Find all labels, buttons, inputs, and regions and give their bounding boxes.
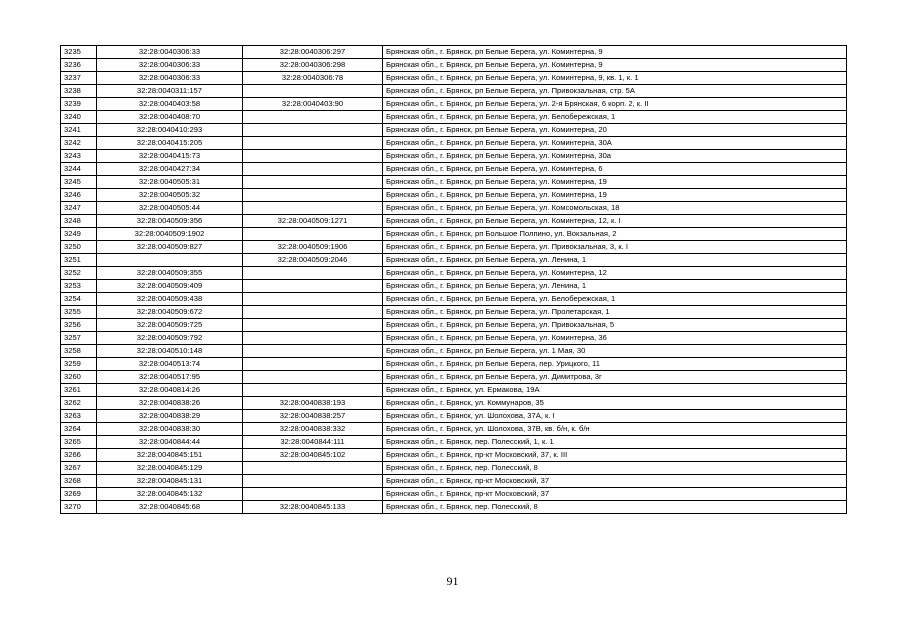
row-number-cell: 3254 (61, 293, 97, 306)
table-row (61, 371, 847, 384)
table-row (61, 267, 847, 280)
table-row (61, 436, 847, 449)
building-cadastral-number-cell (243, 124, 383, 137)
building-cadastral-number-cell: 32:28:0040306:298 (243, 59, 383, 72)
building-cadastral-number-cell: 32:28:0040844:111 (243, 436, 383, 449)
building-cadastral-number-cell (243, 332, 383, 345)
building-cadastral-number-cell: 32:28:0040509:2046 (243, 254, 383, 267)
address-cell: Брянская обл., г. Брянск, рп Белые Берега, ул. Белобережская, 1 (383, 293, 847, 306)
address-cell: Брянская обл., г. Брянск, рп Белые Берега, ул. Коминтерна, 30А (383, 137, 847, 150)
table-row (61, 98, 847, 111)
land-cadastral-number-cell: 32:28:0040306:33 (97, 59, 243, 72)
address-cell: Брянская обл., г. Брянск, пр-кт Московский, 37, к. III (383, 449, 847, 462)
land-cadastral-number-cell: 32:28:0040509:792 (97, 332, 243, 345)
table-row (61, 215, 847, 228)
land-cadastral-number-cell: 32:28:0040838:26 (97, 397, 243, 410)
row-number-cell: 3240 (61, 111, 97, 124)
building-cadastral-number-cell: 32:28:0040845:102 (243, 449, 383, 462)
table-row (61, 241, 847, 254)
building-cadastral-number-cell (243, 488, 383, 501)
row-number-cell: 3265 (61, 436, 97, 449)
address-cell: Брянская обл., г. Брянск, рп Белые Берега, ул. Коминтерна, 9 (383, 46, 847, 59)
land-cadastral-number-cell: 32:28:0040505:32 (97, 189, 243, 202)
building-cadastral-number-cell (243, 306, 383, 319)
land-cadastral-number-cell: 32:28:0040415:205 (97, 137, 243, 150)
address-cell: Брянская обл., г. Брянск, рп Белые Берега, ул. Коминтерна, 12, к. I (383, 215, 847, 228)
land-cadastral-number-cell: 32:28:0040311:157 (97, 85, 243, 98)
row-number-cell: 3255 (61, 306, 97, 319)
address-cell: Брянская обл., г. Брянск, рп Белые Берега, ул. Димитрова, 3г (383, 371, 847, 384)
table-row (61, 228, 847, 241)
row-number-cell: 3248 (61, 215, 97, 228)
row-number-cell: 3256 (61, 319, 97, 332)
row-number-cell: 3263 (61, 410, 97, 423)
row-number-cell: 3258 (61, 345, 97, 358)
table-row (61, 488, 847, 501)
building-cadastral-number-cell: 32:28:0040845:133 (243, 501, 383, 514)
land-cadastral-number-cell (97, 254, 243, 267)
table-row (61, 111, 847, 124)
address-cell: Брянская обл., г. Брянск, рп Белые Берега, ул. Коминтерна, 9, кв. 1, к. 1 (383, 72, 847, 85)
row-number-cell: 3252 (61, 267, 97, 280)
address-cell: Брянская обл., г. Брянск, рп Белые Берега, ул. Коминтерна, 9 (383, 59, 847, 72)
row-number-cell: 3267 (61, 462, 97, 475)
land-cadastral-number-cell: 32:28:0040814:26 (97, 384, 243, 397)
row-number-cell: 3239 (61, 98, 97, 111)
row-number-cell: 3257 (61, 332, 97, 345)
address-cell: Брянская обл., г. Брянск, рп Белые Берега, ул. Белобережская, 1 (383, 111, 847, 124)
row-number-cell: 3238 (61, 85, 97, 98)
land-cadastral-number-cell: 32:28:0040838:30 (97, 423, 243, 436)
building-cadastral-number-cell: 32:28:0040306:297 (243, 46, 383, 59)
table-row (61, 475, 847, 488)
building-cadastral-number-cell: 32:28:0040838:257 (243, 410, 383, 423)
table-row (61, 202, 847, 215)
address-cell: Брянская обл., г. Брянск, рп Белые Берега, ул. Ленина, 1 (383, 254, 847, 267)
table-row (61, 358, 847, 371)
property-registry-table (60, 45, 847, 514)
land-cadastral-number-cell: 32:28:0040505:31 (97, 176, 243, 189)
table-row (61, 345, 847, 358)
row-number-cell: 3260 (61, 371, 97, 384)
address-cell: Брянская обл., г. Брянск, пер. Полесский, 1, к. 1 (383, 436, 847, 449)
building-cadastral-number-cell (243, 202, 383, 215)
building-cadastral-number-cell (243, 358, 383, 371)
land-cadastral-number-cell: 32:28:0040509:1902 (97, 228, 243, 241)
address-cell: Брянская обл., г. Брянск, рп Белые Берега, ул. 2-я Брянская, 6 корп. 2, к. II (383, 98, 847, 111)
table-row (61, 306, 847, 319)
row-number-cell: 3261 (61, 384, 97, 397)
row-number-cell: 3253 (61, 280, 97, 293)
table-row (61, 332, 847, 345)
row-number-cell: 3242 (61, 137, 97, 150)
address-cell: Брянская обл., г. Брянск, пр-кт Московский, 37 (383, 475, 847, 488)
building-cadastral-number-cell (243, 189, 383, 202)
building-cadastral-number-cell (243, 137, 383, 150)
row-number-cell: 3247 (61, 202, 97, 215)
land-cadastral-number-cell: 32:28:0040509:438 (97, 293, 243, 306)
table-row (61, 293, 847, 306)
row-number-cell: 3269 (61, 488, 97, 501)
row-number-cell: 3270 (61, 501, 97, 514)
page-number: 91 (446, 574, 459, 588)
address-cell: Брянская обл., г. Брянск, рп Белые Берега, ул. Привокзальная, стр. 5А (383, 85, 847, 98)
building-cadastral-number-cell (243, 371, 383, 384)
row-number-cell: 3249 (61, 228, 97, 241)
land-cadastral-number-cell: 32:28:0040509:356 (97, 215, 243, 228)
address-cell: Брянская обл., г. Брянск, рп Белые Берега, ул. 1 Мая, 30 (383, 345, 847, 358)
table-row (61, 46, 847, 59)
table-row (61, 449, 847, 462)
address-cell: Брянская обл., г. Брянск, ул. Ермакова, 19А (383, 384, 847, 397)
table-row (61, 189, 847, 202)
address-cell: Брянская обл., г. Брянск, ул. Шолохова, 37А, к. I (383, 410, 847, 423)
address-cell: Брянская обл., г. Брянск, пер. Полесский, 8 (383, 501, 847, 514)
table-row (61, 124, 847, 137)
table-row (61, 254, 847, 267)
land-cadastral-number-cell: 32:28:0040845:151 (97, 449, 243, 462)
building-cadastral-number-cell (243, 228, 383, 241)
building-cadastral-number-cell (243, 176, 383, 189)
row-number-cell: 3251 (61, 254, 97, 267)
row-number-cell: 3244 (61, 163, 97, 176)
building-cadastral-number-cell: 32:28:0040509:1271 (243, 215, 383, 228)
building-cadastral-number-cell (243, 280, 383, 293)
row-number-cell: 3236 (61, 59, 97, 72)
building-cadastral-number-cell: 32:28:0040306:78 (243, 72, 383, 85)
building-cadastral-number-cell (243, 267, 383, 280)
address-cell: Брянская обл., г. Брянск, рп Белые Берега, ул. Коминтерна, 30а (383, 150, 847, 163)
building-cadastral-number-cell (243, 85, 383, 98)
row-number-cell: 3268 (61, 475, 97, 488)
land-cadastral-number-cell: 32:28:0040838:29 (97, 410, 243, 423)
row-number-cell: 3246 (61, 189, 97, 202)
land-cadastral-number-cell: 32:28:0040403:58 (97, 98, 243, 111)
table-row (61, 397, 847, 410)
building-cadastral-number-cell: 32:28:0040509:1906 (243, 241, 383, 254)
address-cell: Брянская обл., г. Брянск, рп Белые Берега, ул. Пролетарская, 1 (383, 306, 847, 319)
row-number-cell: 3237 (61, 72, 97, 85)
table-row (61, 501, 847, 514)
building-cadastral-number-cell (243, 111, 383, 124)
land-cadastral-number-cell: 32:28:0040427:34 (97, 163, 243, 176)
table-row (61, 423, 847, 436)
building-cadastral-number-cell: 32:28:0040838:193 (243, 397, 383, 410)
row-number-cell: 3250 (61, 241, 97, 254)
building-cadastral-number-cell (243, 384, 383, 397)
building-cadastral-number-cell (243, 150, 383, 163)
land-cadastral-number-cell: 32:28:0040844:44 (97, 436, 243, 449)
land-cadastral-number-cell: 32:28:0040415:73 (97, 150, 243, 163)
table-row (61, 280, 847, 293)
address-cell: Брянская обл., г. Брянск, рп Белые Берега, ул. Коминтерна, 19 (383, 176, 847, 189)
address-cell: Брянская обл., г. Брянск, рп Белые Берега, ул. Коминтерна, 12 (383, 267, 847, 280)
building-cadastral-number-cell (243, 319, 383, 332)
address-cell: Брянская обл., г. Брянск, рп Белые Берега, ул. Ленина, 1 (383, 280, 847, 293)
address-cell: Брянская обл., г. Брянск, пр-кт Московский, 37 (383, 488, 847, 501)
address-cell: Брянская обл., г. Брянск, рп Белые Берега, пер. Урицкого, 11 (383, 358, 847, 371)
table-row (61, 72, 847, 85)
table-row (61, 85, 847, 98)
address-cell: Брянская обл., г. Брянск, рп Белые Берега, ул. Коминтерна, 20 (383, 124, 847, 137)
land-cadastral-number-cell: 32:28:0040509:827 (97, 241, 243, 254)
land-cadastral-number-cell: 32:28:0040509:355 (97, 267, 243, 280)
land-cadastral-number-cell: 32:28:0040505:44 (97, 202, 243, 215)
table-row (61, 59, 847, 72)
building-cadastral-number-cell: 32:28:0040403:90 (243, 98, 383, 111)
building-cadastral-number-cell (243, 462, 383, 475)
table-row (61, 462, 847, 475)
land-cadastral-number-cell: 32:28:0040845:129 (97, 462, 243, 475)
registry-table-body (61, 46, 847, 514)
table-row (61, 384, 847, 397)
table-row (61, 410, 847, 423)
address-cell: Брянская обл., г. Брянск, рп Белые Берега, ул. Привокзальная, 3, к. I (383, 241, 847, 254)
table-row (61, 150, 847, 163)
land-cadastral-number-cell: 32:28:0040845:131 (97, 475, 243, 488)
address-cell: Брянская обл., г. Брянск, рп Большое Полпино, ул. Вокзальная, 2 (383, 228, 847, 241)
land-cadastral-number-cell: 32:28:0040509:725 (97, 319, 243, 332)
land-cadastral-number-cell: 32:28:0040408:70 (97, 111, 243, 124)
address-cell: Брянская обл., г. Брянск, пер. Полесский, 8 (383, 462, 847, 475)
building-cadastral-number-cell (243, 293, 383, 306)
table-row (61, 319, 847, 332)
land-cadastral-number-cell: 32:28:0040306:33 (97, 72, 243, 85)
land-cadastral-number-cell: 32:28:0040510:148 (97, 345, 243, 358)
land-cadastral-number-cell: 32:28:0040845:132 (97, 488, 243, 501)
row-number-cell: 3264 (61, 423, 97, 436)
address-cell: Брянская обл., г. Брянск, ул. Шолохова, 37В, кв. б/н, к. б/н (383, 423, 847, 436)
building-cadastral-number-cell (243, 475, 383, 488)
building-cadastral-number-cell (243, 345, 383, 358)
row-number-cell: 3245 (61, 176, 97, 189)
row-number-cell: 3262 (61, 397, 97, 410)
land-cadastral-number-cell: 32:28:0040306:33 (97, 46, 243, 59)
land-cadastral-number-cell: 32:28:0040509:409 (97, 280, 243, 293)
land-cadastral-number-cell: 32:28:0040845:68 (97, 501, 243, 514)
land-cadastral-number-cell: 32:28:0040513:74 (97, 358, 243, 371)
address-cell: Брянская обл., г. Брянск, рп Белые Берега, ул. Коминтерна, 36 (383, 332, 847, 345)
land-cadastral-number-cell: 32:28:0040509:672 (97, 306, 243, 319)
row-number-cell: 3235 (61, 46, 97, 59)
row-number-cell: 3241 (61, 124, 97, 137)
row-number-cell: 3243 (61, 150, 97, 163)
building-cadastral-number-cell: 32:28:0040838:332 (243, 423, 383, 436)
table-row (61, 137, 847, 150)
row-number-cell: 3266 (61, 449, 97, 462)
address-cell: Брянская обл., г. Брянск, рп Белые Берега, ул. Коминтерна, 6 (383, 163, 847, 176)
address-cell: Брянская обл., г. Брянск, рп Белые Берега, ул. Привокзальная, 5 (383, 319, 847, 332)
land-cadastral-number-cell: 32:28:0040517:95 (97, 371, 243, 384)
building-cadastral-number-cell (243, 163, 383, 176)
table-row (61, 176, 847, 189)
row-number-cell: 3259 (61, 358, 97, 371)
land-cadastral-number-cell: 32:28:0040410:293 (97, 124, 243, 137)
table-row (61, 163, 847, 176)
address-cell: Брянская обл., г. Брянск, рп Белые Берега, ул. Коминтерна, 19 (383, 189, 847, 202)
address-cell: Брянская обл., г. Брянск, ул. Коммунаров, 35 (383, 397, 847, 410)
address-cell: Брянская обл., г. Брянск, рп Белые Берега, ул. Комсомольская, 18 (383, 202, 847, 215)
